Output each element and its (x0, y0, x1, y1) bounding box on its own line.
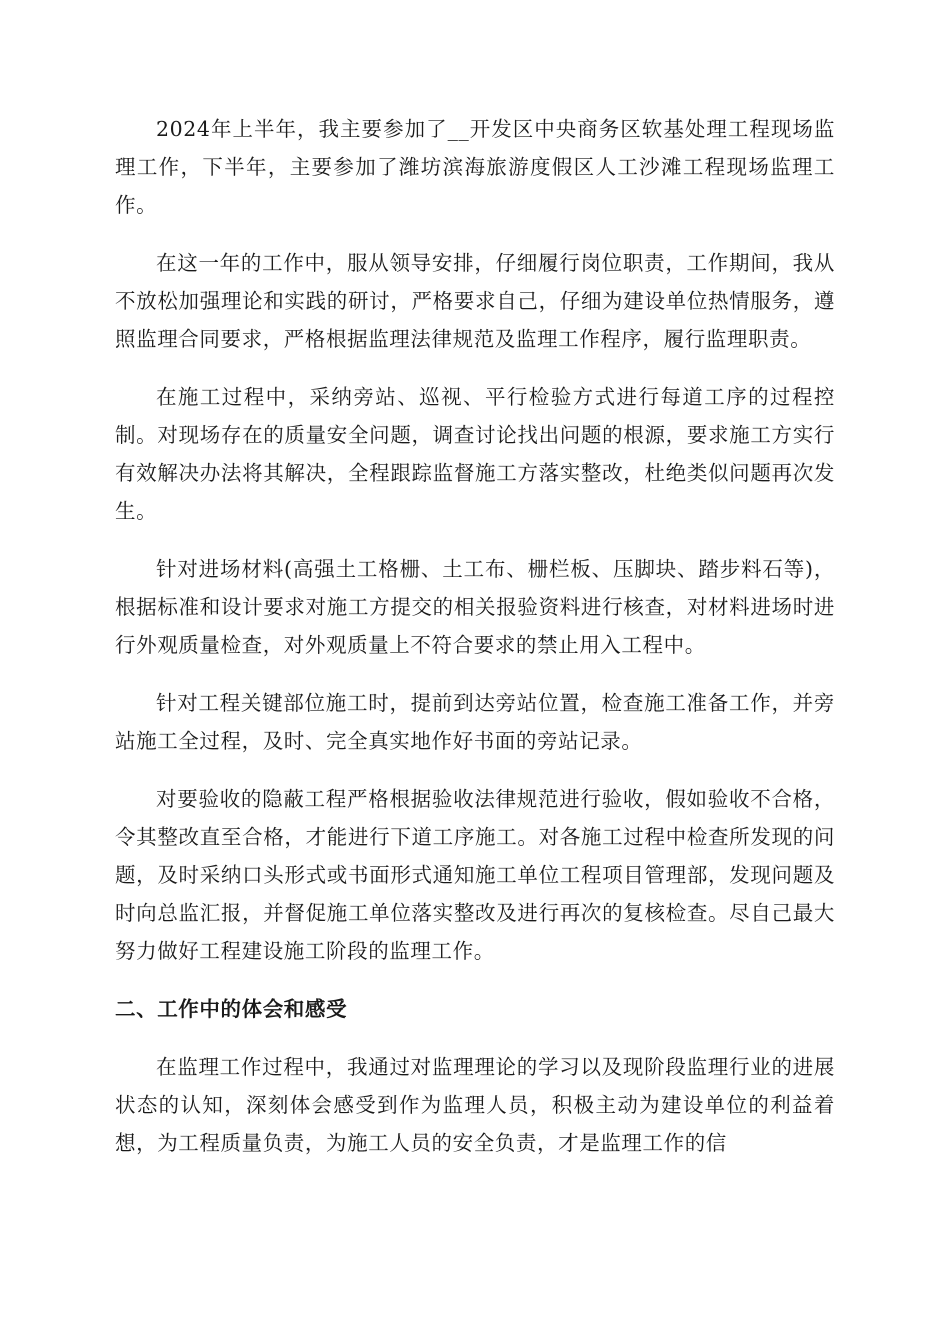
paragraph-key-parts: 针对工程关键部位施工时，提前到达旁站位置，检查施工准备工作，并旁站施工全过程，及时、完全真实地作好书面的旁站记录。 (115, 691, 835, 753)
paragraph-concealed-works: 对要验收的隐蔽工程严格根据验收法律规范进行验收，假如验收不合格，令其整改直至合格，才能进行下道工序施工。对各施工过程中检查所发现的问题，及时采纳口头形式或书面形式通知施工单位工程项目管理部，发现问题及时向总监汇报，并督促施工单位落实整改及进行再次的复核检查。尽自己最大努力做好工程建设施工阶段的监理工作。 (115, 787, 835, 963)
paragraph-duties: 在这一年的工作中，服从领导安排，仔细履行岗位职责，工作期间，我从不放松加强理论和实践的研讨，严格要求自己，仔细为建设单位热情服务，遵照监理合同要求，严格根据监理法律规范及监理工作程序，履行监理职责。 (115, 251, 835, 351)
section-heading: 二、工作中的体会和感受 (115, 997, 348, 1021)
document-body (115, 110, 835, 1182)
paragraph-work-assignment: 2024年上半年，我主要参加了__开发区中央商务区软基处理工程现场监理工作，下半年，主要参加了潍坊滨海旅游度假区人工沙滩工程现场监理工作。 (115, 117, 835, 217)
paragraph-experience: 在监理工作过程中，我通过对监理理论的学习以及现阶段监理行业的进展状态的认知，深刻体会感受到作为监理人员，积极主动为建设单位的利益着想，为工程质量负责，为施工人员的安全负责，才是监理工作的信 (115, 1055, 835, 1155)
paragraph-process-control: 在施工过程中，采纳旁站、巡视、平行检验方式进行每道工序的过程控制。对现场存在的质量安全问题，调查讨论找出问题的根源，要求施工方实行有效解决办法将其解决，全程跟踪监督施工方落实整改，杜绝类似问题再次发生。 (115, 385, 835, 523)
paragraph-material-inspection: 针对进场材料(高强土工格栅、土工布、栅栏板、压脚块、踏步料石等)，根据标准和设计要求对施工方提交的相关报验资料进行核查，对材料进场时进行外观质量检查，对外观质量上不符合要求的禁止用入工程中。 (115, 557, 835, 657)
